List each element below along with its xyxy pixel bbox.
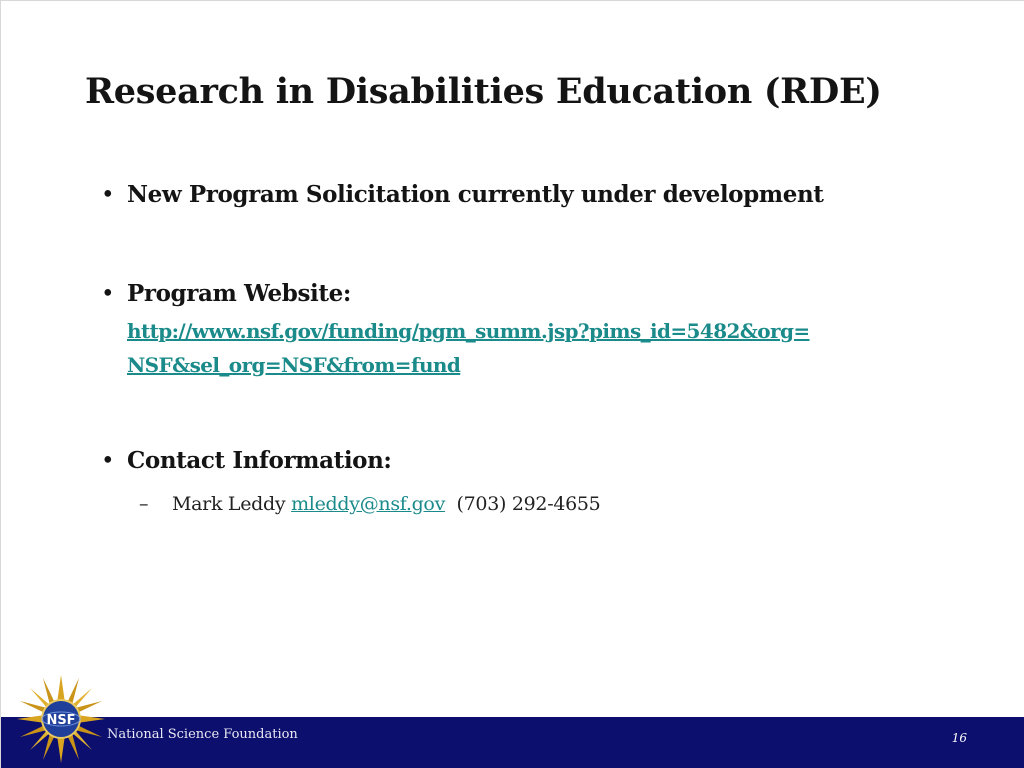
contact-email-link[interactable]: mleddy@nsf.gov xyxy=(291,493,446,515)
bullet-dot: • xyxy=(101,182,115,208)
bullet-program-website xyxy=(101,277,351,311)
sub-bullet-dash: – xyxy=(139,493,149,515)
contact-phone: (703) 292-4655 xyxy=(456,493,601,515)
nsf-logo-icon xyxy=(15,673,107,765)
bullet-contact-information xyxy=(101,444,392,478)
program-website-link-line2[interactable]: NSF&sel_org=NSF&from=fund xyxy=(127,353,461,377)
logo-text: NSF xyxy=(46,713,76,728)
bullet-text: Program Website: xyxy=(127,280,351,307)
slide-title: Research in Disabilities Education (RDE) xyxy=(85,71,882,112)
bullet-dot: • xyxy=(101,281,115,307)
contact-line xyxy=(139,489,600,519)
bullet-dot: • xyxy=(101,448,115,474)
footer-bar xyxy=(1,717,1024,768)
bullet-text: New Program Solicitation currently under development xyxy=(127,181,824,208)
bullet-text: Contact Information: xyxy=(127,447,392,474)
contact-name: Mark Leddy xyxy=(172,493,286,515)
page-number: 16 xyxy=(951,731,967,745)
bullet-solicitation xyxy=(101,178,824,212)
program-website-link-line1[interactable]: http://www.nsf.gov/funding/pgm_summ.jsp?pims_id=5482&org= xyxy=(127,319,810,343)
footer-organization: National Science Foundation xyxy=(107,727,298,742)
